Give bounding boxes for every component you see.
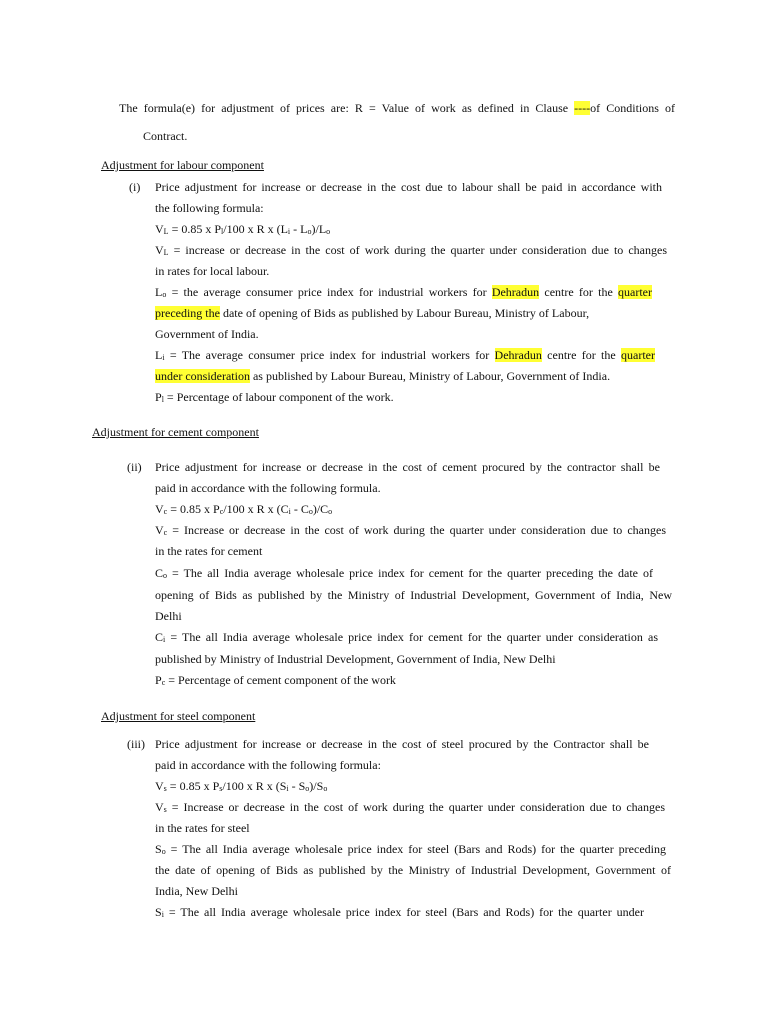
cement-pc-def: $P_c$ = Percentage of cement component of the work	[155, 673, 396, 687]
steel-so-def-b: the date of opening of Bids as published by the Ministry of Industrial Development, Government of	[155, 863, 671, 877]
cement-para-1b: paid in accordance with the following formula.	[155, 481, 381, 495]
labour-vl-def-b: in rates for local labour.	[155, 264, 270, 278]
cement-co-def-b: opening of Bids as published by the Ministry of Industrial Development, Government of India, New	[155, 588, 672, 602]
cement-heading: Adjustment for cement component	[92, 425, 259, 439]
labour-lo-def-c: Government of India.	[155, 327, 259, 341]
intro-line-2: Contract.	[143, 129, 188, 143]
labour-li-def-b: under consideration as published by Labour Bureau, Ministry of Labour, Government of India.	[155, 369, 611, 383]
cement-co-def-c: Delhi	[155, 609, 182, 623]
labour-para-1a: Price adjustment for increase or decrease in the cost due to labour shall be paid in accordance with	[155, 180, 662, 194]
highlight-quarter: quarter	[618, 285, 652, 299]
labour-heading: Adjustment for labour component	[101, 158, 264, 172]
highlight-quarter: quarter	[621, 348, 655, 362]
labour-lo-def-b: preceding the date of opening of Bids as published by Labour Bureau, Ministry of Labour,	[155, 306, 590, 320]
intro-line-1: The formula(e) for adjustment of prices are: R = Value of work as defined in Clause ----of Conditions of	[119, 101, 676, 115]
labour-item-number: (i)	[129, 180, 141, 194]
clause-blank: ----	[574, 101, 591, 115]
steel-para-1a: Price adjustment for increase or decrease in the cost of steel procured by the Contractor shall be	[155, 737, 649, 751]
steel-so-def-a: $S_o$ = The all India average wholesale price index for steel (Bars and Rods) for the quarter preceding	[155, 842, 666, 856]
cement-para-1a: Price adjustment for increase or decrease in the cost of cement procured by the contractor shall be	[155, 460, 660, 474]
highlight-dehradun: Dehradun	[491, 285, 540, 299]
labour-vl-def-a: $V_L$ = increase or decrease in the cost of work during the quarter under consideration due to changes	[155, 243, 667, 257]
highlight-dehradun: Dehradun	[494, 348, 542, 362]
cement-formula: $V_c = 0.85$ x $P_c/100$ x R x $(C_i - C_o)/C_o$	[155, 502, 333, 516]
labour-formula: $V_L = 0.85$ x $P_l/100$ x R x $(L_i - L_o)/L_o$	[155, 222, 331, 236]
cement-ci-def-a: $C_i$ = The all India average wholesale price index for cement for the quarter under consideration as	[155, 630, 658, 644]
cement-vc-def-b: in the rates for cement	[155, 544, 263, 558]
steel-formula: $V_s = 0.85$ x $P_s/100$ x R x $(S_i - S_o)/S_o$	[155, 779, 328, 793]
labour-lo-def-a: $L_o$ = the average consumer price index for industrial workers for Dehradun centre for the quarter	[155, 285, 652, 299]
cement-co-def-a: $C_o$ = The all India average wholesale price index for cement for the quarter preceding the date of	[155, 566, 653, 580]
steel-vs-def-b: in the rates for steel	[155, 821, 250, 835]
steel-vs-def-a: $V_s$ = Increase or decrease in the cost of work during the quarter under consideration due to changes	[155, 800, 665, 814]
steel-so-def-c: India, New Delhi	[155, 884, 238, 898]
cement-vc-def-a: $V_c$ = Increase or decrease in the cost of work during the quarter under consideration due to changes	[155, 523, 666, 537]
labour-pl-def: $P_l$ = Percentage of labour component of the work.	[155, 390, 394, 404]
steel-para-1b: paid in accordance with the following formula:	[155, 758, 381, 772]
labour-para-1b: the following formula:	[155, 201, 264, 215]
steel-item-number: (iii)	[127, 737, 145, 751]
cement-item-number: (ii)	[127, 460, 142, 474]
highlight-under-consideration: under consideration	[155, 369, 250, 383]
steel-si-def-a: $S_i$ = The all India average wholesale price index for steel (Bars and Rods) for the quarter under	[155, 905, 644, 919]
steel-heading: Adjustment for steel component	[101, 709, 256, 723]
cement-ci-def-b: published by Ministry of Industrial Development, Government of India, New Delhi	[155, 652, 556, 666]
labour-li-def-a: $L_i$ = The average consumer price index for industrial workers for Dehradun centre for the quarter	[155, 348, 655, 362]
highlight-preceding-the: preceding the	[155, 306, 220, 320]
